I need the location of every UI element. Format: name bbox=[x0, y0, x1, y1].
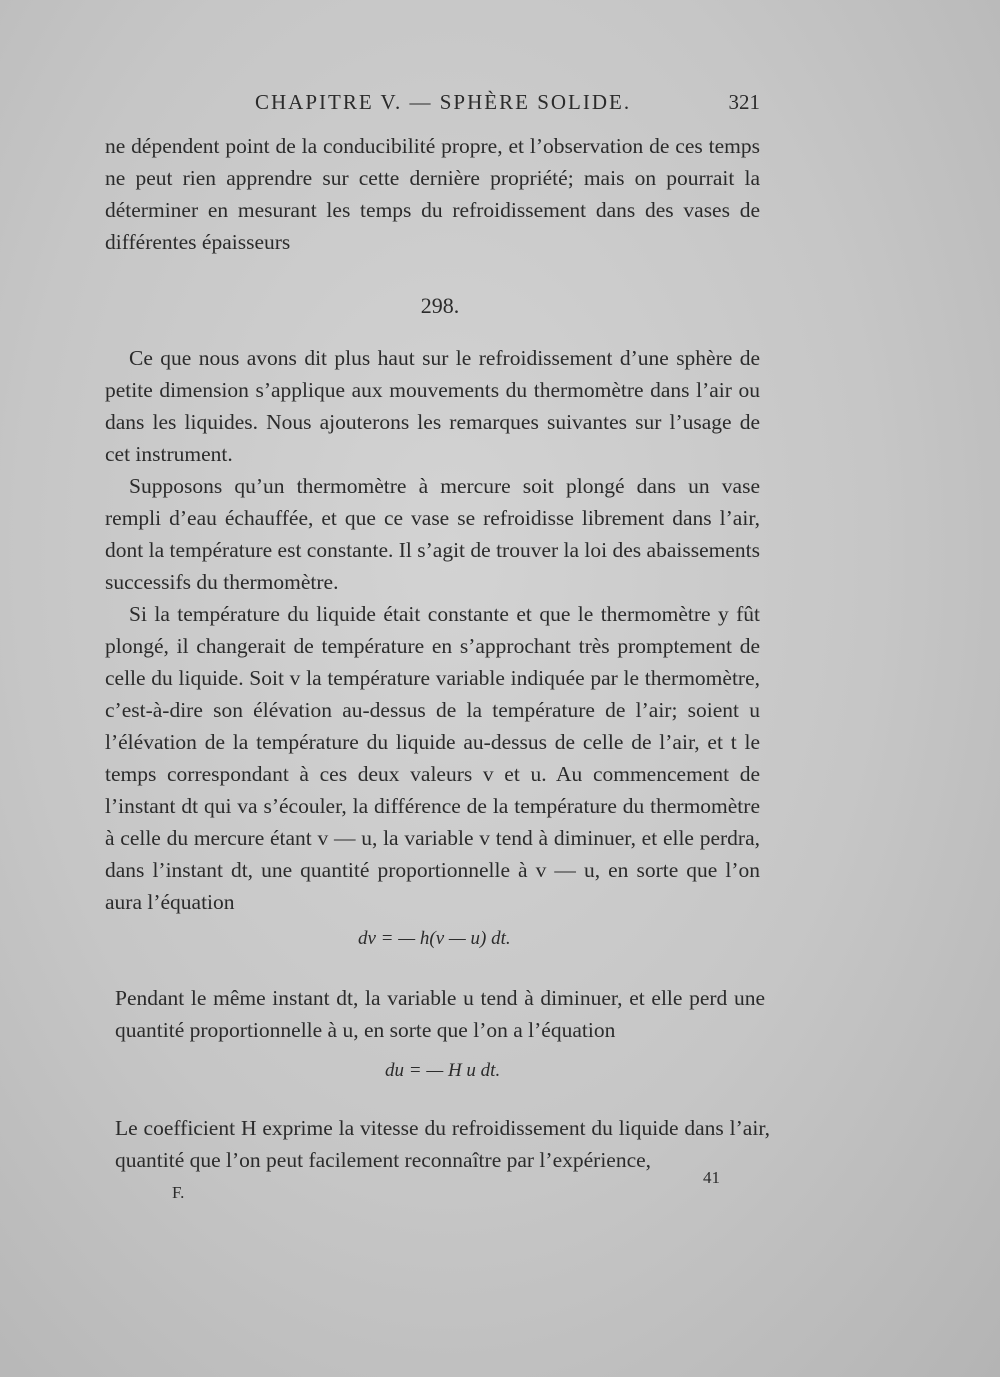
section-number: 298. bbox=[420, 293, 460, 318]
signature-number: 41 bbox=[703, 1168, 720, 1187]
signature-letter: F. bbox=[172, 1183, 185, 1202]
paragraph-1: Ce que nous avons dit plus haut sur le refroidissement d’une sphère de petite dimension s’applique aux mouvements du thermomètre dans l’air ou dans les liquides. Nous ajouterons les remarques suivantes sur l’usage de cet instrument. bbox=[105, 346, 760, 466]
main-block bbox=[105, 342, 760, 918]
paragraph-3: Si la température du liquide était constante et que le thermomètre y fût plongé, il changerait de température en s’approchant très promptement de celle du liquide. Soit v la température variable indiquée par le thermomètre, c’est-à-dire son élévation au-dessus de la température de l’air; soient u l’élévation de la température du liquide au-dessus de celle de l’air, et t le temps correspondant à ces deux valeurs v et u. Au commencement de l’instant dt qui va s’écouler, la différence de la température du thermomètre à celle du mercure étant v — u, la variable v tend à diminuer, et elle perdra, dans l’instant dt, une quantité proportionnelle à v — u, en sorte que l’on aura l’équation bbox=[105, 602, 760, 914]
chapter-title: CHAPITRE V. — SPHÈRE SOLIDE. bbox=[255, 90, 632, 114]
after-eq1-block bbox=[115, 982, 765, 1046]
equation-1: dv = — h(v — u) dt. bbox=[358, 928, 511, 949]
intro-block bbox=[105, 130, 760, 258]
page-number: 321 bbox=[728, 90, 760, 114]
after-eq2-block bbox=[115, 1112, 770, 1176]
paragraph-5: Le coefficient H exprime la vitesse du refroidissement du liquide dans l’air, quantité que l’on peut facilement reconnaître par l’expérience, bbox=[115, 1116, 770, 1172]
paragraph-4: Pendant le même instant dt, la variable u tend à diminuer, et elle perd une quantité proportionnelle à u, en sorte que l’on a l’équation bbox=[115, 986, 765, 1042]
equation-2: du = — H u dt. bbox=[385, 1060, 501, 1081]
intro-paragraph: ne dépendent point de la conducibilité propre, et l’observation de ces temps ne peut rien apprendre sur cette dernière propriété; mais on pourrait la déterminer en mesurant les temps du refroidissement dans des vases de différentes épaisseurs bbox=[105, 134, 760, 254]
paragraph-2: Supposons qu’un thermomètre à mercure soit plongé dans un vase rempli d’eau échauffée, et que ce vase se refroidisse librement dans l’air, dont la température est constante. Il s’agit de trouver la loi des abaissements successifs du thermomètre. bbox=[105, 474, 760, 594]
